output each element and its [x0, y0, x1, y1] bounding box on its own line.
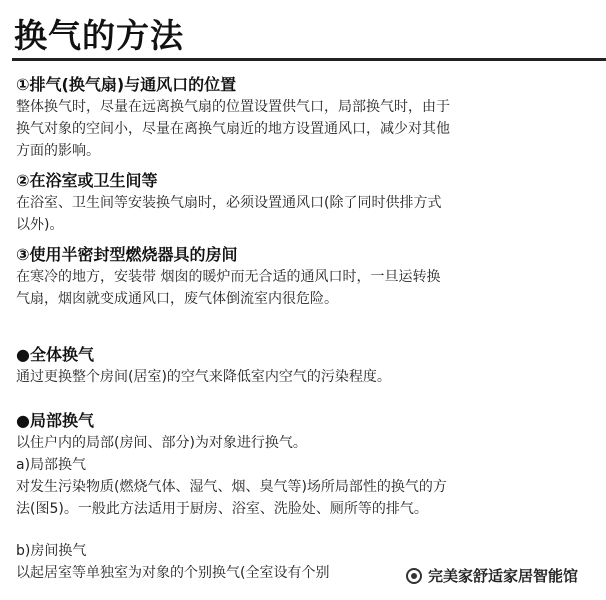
section-exhaust-position [16, 74, 596, 162]
paragraph-line: a)局部换气 [16, 457, 87, 473]
section-local-ventilation [16, 410, 596, 520]
page-title: 换气的方法 [14, 16, 184, 55]
paragraph-line: 以外)。 [16, 217, 64, 233]
paragraph-line: 整体换气时，尽量在远离换气扇的位置设置供气口，局部换气时，由于 [16, 99, 450, 115]
watermark [402, 565, 582, 586]
section-heading: ③使用半密封型燃烧器具的房间 [16, 245, 238, 264]
paragraph-line: 在浴室、卫生间等安装换气扇时，必须设置通风口(除了同时供排方式 [16, 195, 442, 211]
section-semi-sealed-burner [16, 244, 596, 310]
paragraph-line: 在寒冷的地方，安装带 烟囱的暖炉而无合适的通风口时，一旦运转换 [16, 269, 441, 285]
paragraph-line: 对发生污染物质(燃烧气体、湿气、烟、臭气等)场所局部性的换气的方 [16, 479, 447, 495]
section-heading: ①排气(换气扇)与通风口的位置 [16, 75, 237, 94]
watermark-text: 完美家舒适家居智能馆 [428, 567, 579, 585]
paragraph-line: 换气对象的空间小，尽量在离换气扇近的地方设置通风口，减少对其他 [16, 121, 450, 137]
paragraph-line: 法(图5)。一般此方法适用于厨房、浴室、洗脸处、厕所等的排气。 [16, 501, 428, 517]
section-whole-ventilation [16, 344, 596, 388]
wechat-logo-icon [406, 568, 422, 584]
paragraph-line: 通过更换整个房间(居室)的空气来降低室内空气的污染程度。 [16, 369, 391, 385]
paragraph-line: 气扇，烟囱就变成通风口，废气体倒流室内很危险。 [16, 291, 338, 307]
title-divider [12, 58, 606, 61]
section-heading: ●全体换气 [16, 345, 94, 364]
paragraph-line: b)房间换气 [16, 543, 87, 559]
section-bathroom [16, 170, 596, 236]
section-heading: ●局部换气 [16, 411, 94, 430]
paragraph-line: 以起居室等单独室为对象的个别换气(全室设有个别 [16, 565, 330, 581]
paragraph-line: 方面的影响。 [16, 143, 100, 159]
section-heading: ②在浴室或卫生间等 [16, 171, 158, 190]
paragraph-line: 以住户内的局部(房间、部分)为对象进行换气。 [16, 435, 307, 451]
